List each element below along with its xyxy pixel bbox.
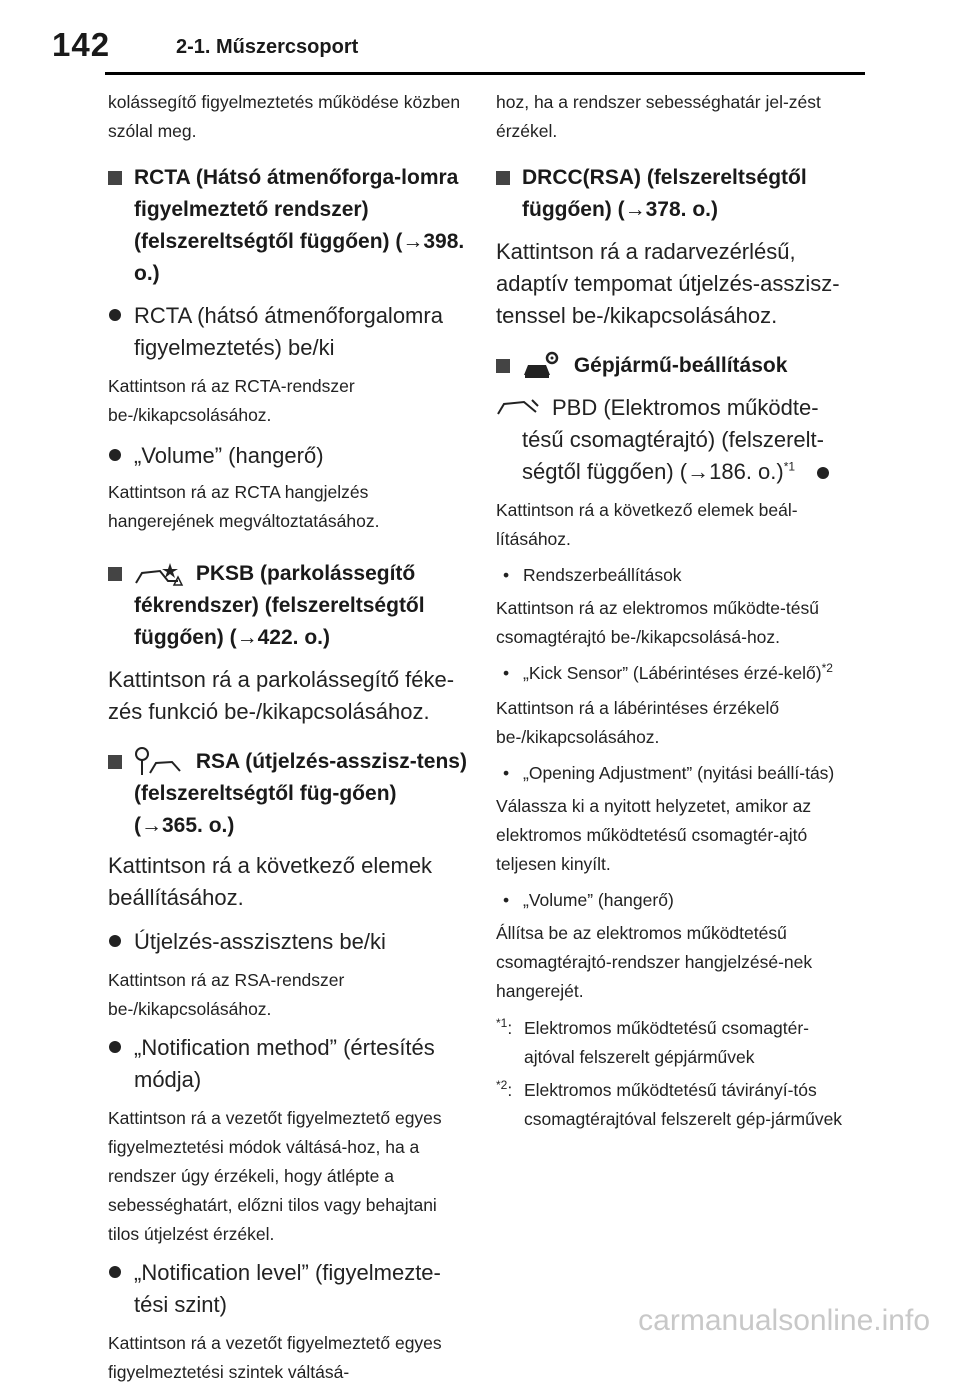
vehicle-settings-icon bbox=[522, 351, 562, 381]
square-bullet-icon bbox=[496, 171, 510, 185]
power-back-door-icon bbox=[496, 398, 540, 418]
paragraph: Kattintson rá az RSA-rendszer be-/kikapcsolásához. bbox=[108, 970, 345, 1019]
paragraph: hoz, ha a rendszer sebességhatár jel-zést érzékel. bbox=[496, 92, 821, 141]
header-rule bbox=[105, 72, 865, 75]
pbd-item: PBD (Elektromos működte-tésű csomagtérajtó) (felszerelt-ségtől függően) (→186. o.)$^{*1}$ bbox=[496, 392, 858, 488]
page-header bbox=[0, 0, 960, 82]
sub-bullet-system: • Rendszerbeállítások bbox=[503, 565, 682, 585]
bullet-notification-method: „Notification method” (értesítés módja) bbox=[108, 1032, 470, 1096]
right-column bbox=[496, 88, 858, 1134]
road-sign-car-icon bbox=[134, 747, 184, 777]
square-bullet-icon bbox=[108, 755, 122, 769]
paragraph: kolássegítő figyelmeztetés működése közben szólal meg. bbox=[108, 92, 461, 141]
paragraph: Kattintson rá a lábérintéses érzékelő be-/kikapcsolásához. bbox=[496, 698, 780, 747]
bullet-rsa-onoff: Útjelzés-asszisztens be/ki bbox=[108, 926, 470, 958]
paragraph: Kattintson rá a radarvezérlésű, adaptív tempomat útjelzés-asszisz-tenssel be-/kikapcsolásához. bbox=[496, 239, 840, 328]
heading-rsa: RSA (útjelzés-asszisz-tens) (felszereltségtől füg-gően) (→365. o.) bbox=[108, 746, 470, 842]
paragraph: Kattintson rá a vezetőt figyelmeztető egyes figyelmeztetési szintek váltásá- bbox=[108, 1333, 442, 1382]
left-column bbox=[108, 88, 470, 1387]
paragraph: Kattintson rá a következő elemek beál-lításához. bbox=[496, 500, 798, 549]
heading-drcc: DRCC(RSA) (felszereltségtől függően) (→378. o.) bbox=[496, 162, 858, 226]
heading-pksb: PKSB (parkolássegítő fékrendszer) (felszereltségtől függően) (→422. o.) bbox=[108, 558, 470, 654]
round-bullet-icon bbox=[109, 935, 121, 947]
round-bullet-icon bbox=[109, 309, 121, 321]
paragraph: Válassza ki a nyitott helyzetet, amikor az elektromos működtetésű csomagtér-ajtó teljesen kinyílt. bbox=[496, 796, 812, 874]
square-bullet-icon bbox=[108, 567, 122, 581]
sub-bullet-volume: • „Volume” (hangerő) bbox=[503, 890, 674, 910]
sub-bullet-opening-adjustment: • „Opening Adjustment” (nyitási beállí-tás) bbox=[503, 763, 835, 783]
parking-brake-car-icon bbox=[134, 561, 184, 587]
watermark: carmanualsonline.info bbox=[638, 1304, 930, 1337]
paragraph: Kattintson rá az elektromos működte-tésű csomagtérajtó be-/kikapcsolásá-hoz. bbox=[496, 598, 819, 647]
paragraph: Kattintson rá a következő elemek beállításához. bbox=[108, 853, 433, 910]
sub-bullet-kick-sensor: • „Kick Sensor” (Lábérintéses érzé-kelő)$^{*2}$ bbox=[503, 661, 833, 683]
square-bullet-icon bbox=[108, 171, 122, 185]
round-bullet-icon bbox=[109, 1041, 121, 1053]
page-number: 142 bbox=[52, 26, 111, 63]
round-bullet-icon bbox=[817, 467, 829, 479]
round-bullet-icon bbox=[109, 1266, 121, 1278]
bullet-notification-level: „Notification level” (figyelmezte-tési szint) bbox=[108, 1257, 470, 1321]
heading-vehicle-settings: Gépjármű-beállítások bbox=[496, 350, 858, 382]
section-title: 2-1. Műszercsoport bbox=[176, 36, 359, 58]
bullet-rcta-onoff: RCTA (hátsó átmenőforgalomra figyelmeztetés) be/ki bbox=[108, 300, 470, 364]
footnote-2: $^{*2}$: Elektromos működtetésű távirányí-tós csomagtérajtóval felszerelt gép-járművek bbox=[496, 1078, 843, 1129]
paragraph: Kattintson rá a parkolássegítő féke-zés funkció be-/kikapcsolásához. bbox=[108, 667, 455, 724]
paragraph: Állítsa be az elektromos működtetésű csomagtérajtó-rendszer hangjelzésé-nek hangerejét. bbox=[496, 923, 813, 1001]
square-bullet-icon bbox=[496, 359, 510, 373]
bullet-volume: „Volume” (hangerő) bbox=[108, 440, 470, 472]
footnote-1: $^{*1}$: Elektromos működtetésű csomagtér-ajtóval felszerelt gépjárművek bbox=[496, 1016, 809, 1067]
paragraph: Kattintson rá az RCTA hangjelzés hangerejének megváltoztatásához. bbox=[108, 482, 380, 531]
paragraph: Kattintson rá a vezetőt figyelmeztető egyes figyelmeztetési módok váltásá-hoz, ha a rendszer úgy érzékeli, hogy átlépte a sebességhatárt, előzni tilos vagy behajtani tilos útjelzést érzékel. bbox=[108, 1108, 442, 1244]
heading-rcta: RCTA (Hátsó átmenőforga-lomra figyelmeztető rendszer) (felszereltségtől függően) (→398. o.) bbox=[108, 162, 470, 290]
paragraph: Kattintson rá az RCTA-rendszer be-/kikapcsolásához. bbox=[108, 376, 355, 425]
round-bullet-icon bbox=[109, 449, 121, 461]
